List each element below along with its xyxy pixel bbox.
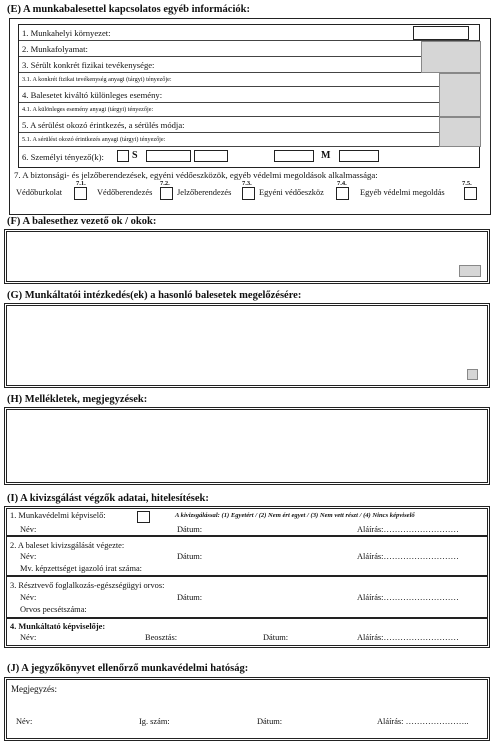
s-label: S [132,150,138,161]
opt-7-1-num: 7.1. [76,180,86,187]
section-g-title: (G) Munkáltatói intézkedés(ek) a hasonló balesetek megelőzésére: [7,290,302,301]
row-1 [19,25,479,41]
r4-title: 4. Munkáltató képviselője: [10,622,106,631]
section-h-textarea[interactable] [4,407,490,485]
opt-7-3-label: Jelzőberendezés [177,188,232,197]
row-3-label: 3. Sérült konkrét fizikai tevékenysége: [22,60,155,70]
opt-7-1-label: Védőburkolat [16,188,63,197]
r1-alairas-label: Aláírás:……………………… [357,525,459,534]
opt-7-5-checkbox[interactable] [464,187,477,200]
row-5 [19,117,479,133]
section-i-box [4,506,490,648]
r2-nev-label: Név: [20,552,37,561]
row-4 [19,87,479,103]
opt-7-2-num: 7.2. [160,180,170,187]
m-code-input[interactable] [274,150,314,162]
r2-alairas-label: Aláírás:……………………… [357,552,459,561]
r4-alairas-label: Aláírás:……………………… [357,633,459,642]
r4-datum-label: Dátum: [263,633,289,642]
r2-datum-label: Dátum: [177,552,203,561]
code-shade [459,265,481,277]
section-i-row-4 [7,619,487,645]
row-5-1 [19,133,479,147]
row-4-1-label: 4.1. A különleges esemény anyagi (tárgyi) tényezője: [22,106,154,113]
row-1-code-input[interactable] [413,26,469,40]
row-3-1-label: 3.1. A konkrét fizikai tevékenység anyagi (tárgyi) tényezője: [22,76,172,83]
r3-title: 3. Résztvevő foglalkozás-egészségügyi orvos: [10,581,165,590]
opt-7-1-checkbox[interactable] [74,187,87,200]
opt-7-3-checkbox[interactable] [242,187,255,200]
row-3-1 [19,73,479,87]
section-e-box [9,18,491,215]
row-5-1-label: 5.1. A sérülést okozó érintkezés anyagi (tárgyi) tényezője: [22,136,166,143]
m-label: M [321,150,331,161]
opt-7-4-label: Egyéni védőeszköz [259,188,324,197]
row-4-label: 4. Balesetet kiváltó különleges esemény: [22,90,163,100]
section-j-title: (J) A jegyzőkönyvet ellenőrző munkavédelmi hatóság: [7,663,249,674]
opt-7-4-checkbox[interactable] [336,187,349,200]
r3-alairas-label: Aláírás:……………………… [357,593,459,602]
item7-title: 7. A biztonsági- és jelzőberendezések, egyéni védőeszközök, egyéb védelmi megoldások alkalmassága: [14,170,378,180]
j-datum-label: Dátum: [257,717,283,726]
j-alairas-label: Aláírás: ………………….. [377,717,469,726]
row-2 [19,41,479,57]
section-g-textarea[interactable] [4,303,490,388]
code-shade [421,41,481,73]
row-2-label: 2. Munkafolyamat: [22,44,88,54]
row-5-label: 5. A sérülést okozó érintkezés, a sérülés módja: [22,120,185,130]
opt-7-2-checkbox[interactable] [160,187,173,200]
opt-7-4-num: 7.4. [337,180,347,187]
opt-7-2-label: Védőberendezés [97,188,153,197]
r4-nev-label: Név: [20,633,37,642]
code-shade [439,117,481,147]
section-e-table [18,24,480,168]
row-4-1 [19,103,479,117]
section-i-row-1 [7,509,487,537]
row-6 [19,147,479,167]
section-i-row-3 [7,577,487,619]
row-3 [19,57,479,73]
opt-7-3-num: 7.3. [242,180,252,187]
section-f-textarea[interactable] [4,229,490,284]
s-code-input[interactable] [146,150,191,162]
j-igszam-label: Ig. szám: [139,717,170,726]
section-f-title: (F) A balesethez vezető ok / okok: [7,216,157,227]
s-code-input[interactable] [117,150,129,162]
row-6-label: 6. Személyi tényező(k): [22,152,104,162]
code-shade [439,73,481,117]
row-1-label: 1. Munkahelyi környezet: [22,28,111,38]
m-code-input[interactable] [339,150,379,162]
section-j-box [4,677,490,741]
j-megjegyzes-label: Megjegyzés: [11,684,57,694]
r3-extra-label: Orvos pecsétszáma: [20,605,87,614]
r3-datum-label: Dátum: [177,593,203,602]
j-nev-label: Név: [16,717,33,726]
r1-note: A kivizsgálással: (1) Egyetért / (2) Nem ért egyet / (3) Nem vett részt / (4) Nincs képviselő [175,512,415,519]
section-h-title: (H) Mellékletek, megjegyzések: [7,394,148,405]
r4-beosztas-label: Beosztás: [145,633,178,642]
r1-opinion-checkbox[interactable] [137,511,150,523]
r3-nev-label: Név: [20,593,37,602]
section-e-title: (E) A munkabalesettel kapcsolatos egyéb információk: [7,4,250,15]
r2-title: 2. A baleset kivizsgálását végezte: [10,541,125,550]
r1-title: 1. Munkavédelmi képviselő: [10,511,106,520]
section-i-title: (I) A kivizsgálást végzők adatai, hitelesítések: [7,493,209,504]
section-i-row-2 [7,537,487,577]
opt-7-5-num: 7.5. [462,180,472,187]
r2-extra-label: Mv. képzettséget igazoló irat száma: [20,564,143,573]
r1-nev-label: Név: [20,525,37,534]
r1-datum-label: Dátum: [177,525,203,534]
code-shade [467,369,478,380]
s-code-input[interactable] [194,150,228,162]
opt-7-5-label: Egyéb védelmi megoldás [360,188,445,197]
